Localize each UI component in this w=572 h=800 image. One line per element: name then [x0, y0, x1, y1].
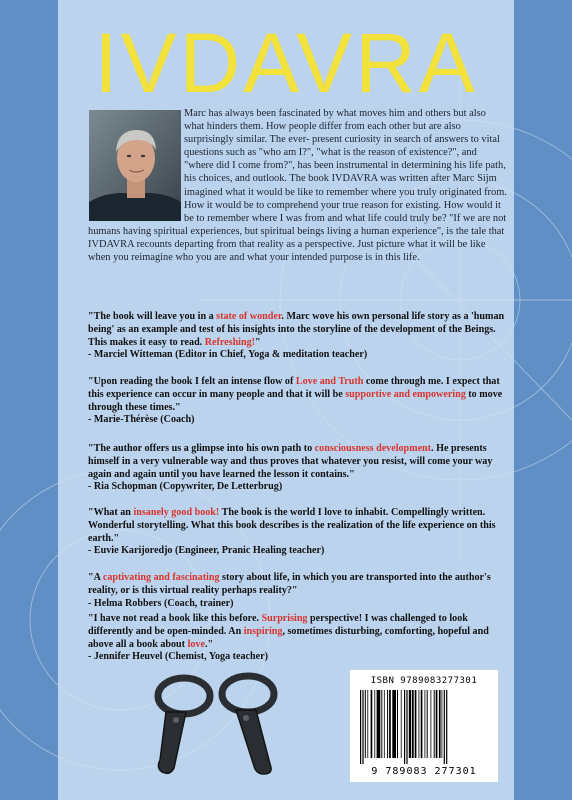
review-text: . He presents himself in a very vulnerable way and thus proves that whatever you resist, will come your way again and again until you have learned the lesson it contains."	[88, 443, 493, 480]
book-title: IVDAVRA	[94, 16, 478, 110]
review-5	[88, 572, 513, 610]
review-text: "	[255, 336, 261, 348]
review-attribution: - Helma Robbers (Coach, trainer)	[88, 597, 234, 609]
review-text: "The book will leave you in a	[88, 311, 217, 322]
review-text: "Upon reading the book I felt an intense flow of	[88, 376, 296, 387]
review-text: . Marc wove his own personal life story as a 'human being' as an example and test of his insights into the storyline of the development of the Beings. This makes it easy to read.	[88, 311, 505, 348]
review-highlight: state of wonder	[216, 311, 282, 322]
review-text: ."	[204, 638, 214, 650]
review-text: "What an	[88, 507, 134, 518]
review-2	[88, 376, 513, 427]
review-highlight: Love and Truth	[295, 376, 364, 387]
review-6	[88, 613, 513, 664]
review-text: story about life, in which you are transported into the author's reality, or is this virtual reality perhaps reality?"	[88, 572, 491, 596]
review-text: to move through these times."	[88, 388, 503, 413]
review-text: "The author offers us a glimpse into his own path to	[88, 443, 315, 454]
review-text: The book is the world I love to inhabit. Compellingly written. Wonderful storytelling. What this book describes is the realization of the life experience on this earth."	[88, 507, 496, 544]
review-attribution: - Jennifer Heuvel (Chemist, Yoga teacher)	[88, 651, 268, 663]
review-highlight: captivating and fascinating	[102, 572, 220, 583]
review-3	[88, 443, 513, 494]
vr-controllers-image	[136, 668, 296, 780]
review-text: come through me. I expect that this experience can occur in many people and that it will be	[88, 376, 500, 400]
review-text: "I have not read a book like this before.	[88, 613, 262, 624]
review-highlight: supportive and empowering	[345, 388, 466, 400]
review-highlight: inspiring	[243, 625, 283, 637]
barcode-bars	[358, 690, 490, 764]
review-highlight: insanely good book!	[133, 507, 220, 518]
review-text: , sometimes disturbing, comforting, hopeful and above all a book about	[88, 625, 489, 650]
barcode-digits: 9 789083 277301	[371, 766, 477, 777]
review-attribution: - Euvie Karijoredjo (Engineer, Pranic Healing teacher)	[88, 545, 325, 557]
review-1	[88, 311, 513, 362]
review-attribution: - Ria Schopman (Copywriter, De Letterbrug)	[88, 481, 283, 493]
author-bio	[88, 107, 508, 264]
barcode	[350, 670, 498, 782]
review-text: "A	[88, 572, 103, 583]
review-4	[88, 507, 513, 558]
review-attribution: - Marie-Thérèse (Coach)	[88, 414, 195, 426]
review-highlight: consciousness development	[314, 443, 432, 454]
review-attribution: - Marciel Witteman (Editor in Chief, Yoga & meditation teacher)	[88, 349, 368, 361]
review-highlight: love	[187, 638, 205, 650]
review-highlight: Refreshing!	[204, 336, 256, 348]
review-text: perspective! I was challenged to look differently and be open-minded. An	[88, 613, 468, 637]
author-bio-text: Marc has always been fascinated by what moves him and others but also what hinders them. How people differ from each other but are also surprisingly similar. The ever- present curiosity in search of answers to vital questions such as "who am I?", "what is the reason of existence?", and "where did I come from?", has been instrumental in determining his life path, his choices, and outlook. The book IVDAVRA was written after Marc Sijm imagined what it would be like to remember where you truly originated from. How it would be to comprehend your true reason for existing. How would it be to remember where I was from and what life could truly be? "If we are not humans having spiritual experiences, but spiritual beings living a human experience", is the tale that IVDAVRA recounts departing from that reality as a perspective. Just picture what it will be like when you reimagine who you are and what your intended purpose is in this life.	[88, 108, 507, 264]
review-highlight: Surprising	[261, 613, 308, 624]
isbn-label: ISBN 9789083277301	[370, 676, 478, 686]
